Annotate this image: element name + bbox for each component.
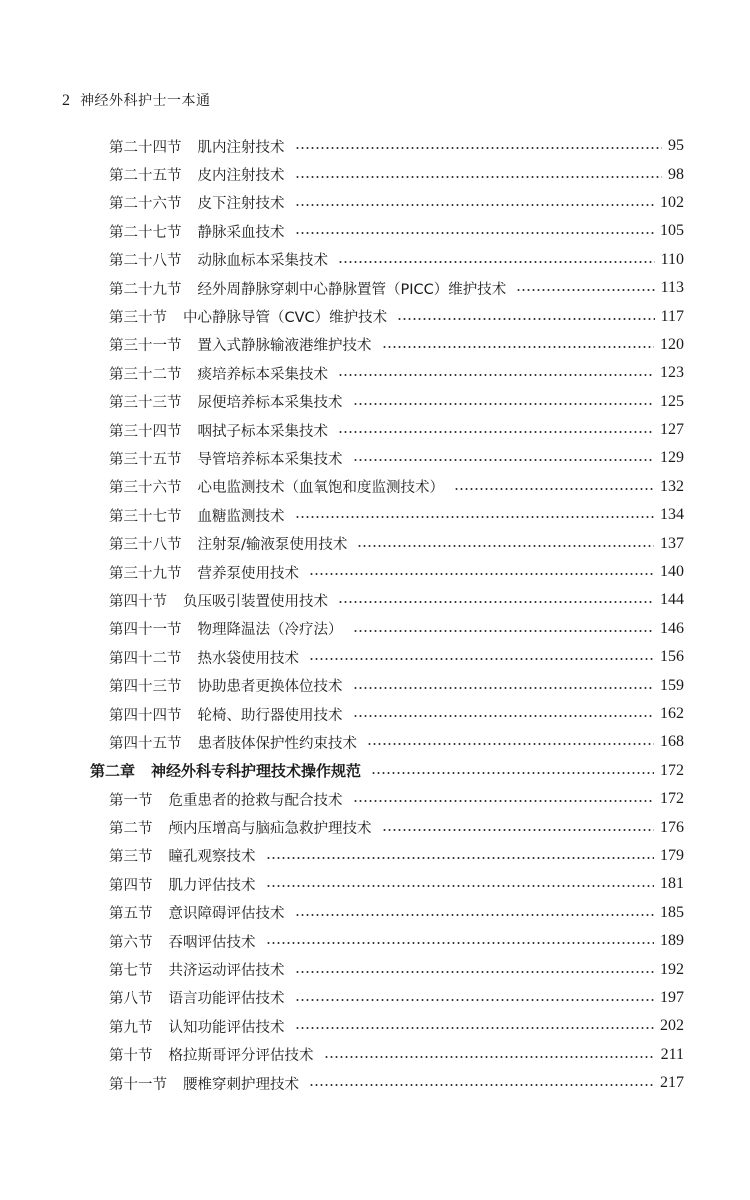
toc-dot-leader bbox=[338, 261, 655, 263]
toc-entry-page: 202 bbox=[660, 1017, 684, 1035]
toc-dot-leader bbox=[357, 545, 654, 547]
toc-dot-leader bbox=[454, 488, 654, 490]
toc-entry-title: 置入式静脉输液港维护技术 bbox=[197, 338, 372, 355]
toc-entry-number: 第三十六节 bbox=[109, 480, 182, 497]
toc-entry-page: 144 bbox=[660, 591, 684, 609]
toc-entry-page: 172 bbox=[660, 790, 684, 808]
toc-entry-title: 肌内注射技术 bbox=[197, 139, 285, 156]
page-number: 2 bbox=[62, 92, 70, 109]
toc-entry-title: 尿便培养标本采集技术 bbox=[197, 395, 343, 412]
toc-entry-label bbox=[109, 902, 285, 923]
toc-entry-page: 162 bbox=[660, 705, 684, 722]
toc-dot-leader bbox=[266, 885, 655, 887]
toc-entry-number: 第四十一节 bbox=[109, 622, 182, 639]
toc-dot-leader bbox=[371, 772, 654, 774]
toc-entry-number: 第二十五节 bbox=[109, 168, 182, 185]
toc-dot-leader bbox=[353, 630, 655, 632]
toc-section-entry bbox=[0, 501, 750, 529]
toc-entry-label bbox=[109, 448, 343, 469]
toc-dot-leader bbox=[397, 318, 654, 320]
toc-entry-number: 第四十二节 bbox=[109, 650, 182, 667]
toc-entry-title: 神经外科专科护理技术操作规范 bbox=[151, 762, 362, 781]
toc-dot-leader bbox=[266, 942, 655, 944]
toc-entry-title: 动脉血标本采集技术 bbox=[197, 253, 328, 270]
toc-dot-leader bbox=[382, 829, 655, 831]
toc-entry-page: 105 bbox=[660, 222, 684, 240]
toc-entry-number: 第五节 bbox=[109, 906, 153, 923]
toc-dot-leader bbox=[367, 743, 654, 745]
toc-entry-label bbox=[109, 363, 328, 384]
toc-entry-title: 颅内压增高与脑疝急救护理技术 bbox=[168, 821, 372, 838]
toc-section-entry bbox=[0, 1069, 750, 1097]
toc-entry-title: 吞咽评估技术 bbox=[168, 934, 256, 951]
toc-entry-label bbox=[109, 136, 285, 157]
toc-entry-page: 117 bbox=[660, 307, 684, 325]
toc-entry-number: 第三十二节 bbox=[109, 366, 182, 383]
toc-entry-page: 127 bbox=[660, 421, 684, 439]
toc-entry-page: 192 bbox=[660, 960, 684, 978]
toc-entry-title: 轮椅、助行器使用技术 bbox=[197, 707, 343, 724]
toc-entry-number: 第四十节 bbox=[109, 593, 167, 610]
toc-entry-title: 协助患者更换体位技术 bbox=[197, 679, 343, 696]
toc-entry-title: 热水袋使用技术 bbox=[197, 650, 299, 667]
toc-entry-page: 181 bbox=[660, 875, 684, 893]
toc-dot-leader bbox=[295, 516, 655, 518]
toc-entry-page: 217 bbox=[660, 1074, 684, 1092]
toc-section-entry bbox=[0, 302, 750, 330]
toc-dot-leader bbox=[353, 403, 655, 405]
toc-entry-number: 第二十六节 bbox=[109, 196, 182, 213]
toc-dot-leader bbox=[295, 1027, 655, 1029]
toc-entry-page: 156 bbox=[660, 648, 684, 666]
toc-dot-leader bbox=[266, 857, 655, 859]
toc-entry-label bbox=[109, 249, 328, 270]
toc-entry-number: 第二十八节 bbox=[109, 253, 182, 270]
toc-entry-label bbox=[109, 987, 285, 1008]
toc-entry-number: 第三十四节 bbox=[109, 423, 182, 440]
book-title: 神经外科护士一本通 bbox=[80, 93, 211, 109]
toc-section-entry bbox=[0, 529, 750, 557]
toc-section-entry bbox=[0, 700, 750, 728]
toc-entry-number: 第三十一节 bbox=[109, 338, 182, 355]
toc-entry-label bbox=[109, 476, 444, 497]
toc-dot-leader bbox=[353, 800, 655, 802]
toc-entry-number: 第三十九节 bbox=[109, 565, 182, 582]
toc-entry-page: 134 bbox=[660, 506, 684, 524]
toc-section-entry bbox=[0, 473, 750, 501]
table-of-contents bbox=[0, 132, 750, 1097]
toc-section-entry bbox=[0, 246, 750, 274]
toc-dot-leader bbox=[338, 431, 654, 433]
toc-entry-label bbox=[109, 1073, 299, 1094]
toc-dot-leader bbox=[338, 601, 654, 603]
toc-section-entry bbox=[0, 217, 750, 245]
toc-entry-page: 113 bbox=[660, 279, 684, 297]
toc-section-entry bbox=[0, 870, 750, 898]
toc-section-entry bbox=[0, 416, 750, 444]
toc-entry-title: 注射泵/输液泵使用技术 bbox=[197, 537, 348, 554]
toc-dot-leader bbox=[382, 346, 655, 348]
toc-entry-title: 营养泵使用技术 bbox=[197, 565, 299, 582]
toc-section-entry bbox=[0, 785, 750, 813]
toc-section-entry bbox=[0, 388, 750, 416]
toc-entry-title: 腰椎穿刺护理技术 bbox=[183, 1076, 299, 1093]
toc-entry-title: 物理降温法（冷疗法） bbox=[197, 622, 343, 639]
toc-entry-label bbox=[109, 221, 285, 242]
toc-entry-label bbox=[109, 1044, 314, 1065]
toc-section-entry bbox=[0, 955, 750, 983]
toc-entry-title: 负压吸引装置使用技术 bbox=[183, 593, 328, 610]
toc-entry-label bbox=[109, 164, 285, 185]
toc-section-entry bbox=[0, 160, 750, 188]
toc-section-entry bbox=[0, 643, 750, 671]
toc-entry-title: 意识障碍评估技术 bbox=[168, 906, 285, 923]
toc-section-entry bbox=[0, 728, 750, 756]
toc-entry-number: 第二十四节 bbox=[109, 139, 182, 156]
toc-dot-leader bbox=[295, 232, 655, 234]
toc-entry-number: 第四节 bbox=[109, 877, 153, 894]
toc-entry-title: 瞳孔观察技术 bbox=[168, 849, 256, 866]
toc-entry-number: 第二十七节 bbox=[109, 224, 182, 241]
toc-dot-leader bbox=[338, 374, 654, 376]
toc-dot-leader bbox=[295, 204, 655, 206]
toc-entry-number: 第四十四节 bbox=[109, 707, 182, 724]
toc-entry-page: 172 bbox=[660, 761, 684, 779]
toc-entry-title: 心电监测技术（血氧饱和度监测技术） bbox=[197, 480, 444, 497]
toc-entry-title: 导管培养标本采集技术 bbox=[197, 451, 343, 468]
toc-entry-title: 中心静脉导管（CVC）维护技术 bbox=[183, 310, 388, 327]
toc-entry-page: 146 bbox=[660, 619, 684, 637]
toc-entry-label bbox=[109, 334, 372, 355]
toc-entry-number: 第三十节 bbox=[109, 310, 167, 327]
toc-entry-label bbox=[109, 533, 347, 554]
toc-entry-page: 176 bbox=[660, 818, 684, 836]
toc-entry-label bbox=[109, 931, 256, 952]
toc-entry-title: 皮内注射技术 bbox=[197, 168, 285, 185]
toc-entry-label bbox=[109, 789, 343, 810]
toc-entry-page: 125 bbox=[660, 392, 684, 410]
toc-entry-title: 痰培养标本采集技术 bbox=[197, 366, 328, 383]
toc-entry-page: 102 bbox=[660, 193, 684, 211]
toc-entry-label bbox=[109, 590, 328, 611]
toc-entry-number: 第四十五节 bbox=[109, 735, 182, 752]
toc-entry-label bbox=[109, 817, 372, 838]
toc-entry-title: 患者肢体保护性约束技术 bbox=[197, 735, 357, 752]
toc-entry-page: 132 bbox=[660, 477, 684, 495]
toc-entry-title: 共济运动评估技术 bbox=[168, 963, 285, 980]
toc-entry-label bbox=[109, 618, 343, 639]
toc-entry-label bbox=[109, 675, 343, 696]
toc-entry-title: 危重患者的抢救与配合技术 bbox=[168, 792, 343, 809]
toc-section-entry bbox=[0, 558, 750, 586]
toc-dot-leader bbox=[295, 914, 655, 916]
toc-section-entry bbox=[0, 1041, 750, 1069]
toc-entry-number: 第六节 bbox=[109, 934, 153, 951]
toc-entry-label bbox=[90, 760, 361, 781]
toc-dot-leader bbox=[353, 715, 655, 717]
toc-dot-leader bbox=[295, 971, 655, 973]
toc-entry-number: 第八节 bbox=[109, 991, 153, 1008]
toc-entry-page: 159 bbox=[660, 676, 684, 694]
toc-entry-number: 第九节 bbox=[109, 1019, 153, 1036]
toc-section-entry bbox=[0, 899, 750, 927]
toc-entry-title: 皮下注射技术 bbox=[197, 196, 285, 213]
toc-entry-title: 咽拭子标本采集技术 bbox=[197, 423, 328, 440]
toc-entry-label bbox=[109, 505, 285, 526]
toc-entry-page: 95 bbox=[668, 137, 684, 155]
toc-entry-number: 第三节 bbox=[109, 849, 153, 866]
toc-entry-page: 129 bbox=[660, 449, 684, 467]
toc-section-entry bbox=[0, 359, 750, 387]
toc-entry-label bbox=[109, 562, 299, 583]
toc-entry-number: 第二十九节 bbox=[109, 281, 182, 298]
toc-dot-leader bbox=[295, 147, 663, 149]
toc-entry-number: 第三十三节 bbox=[109, 395, 182, 412]
toc-entry-page: 98 bbox=[668, 165, 684, 183]
toc-section-entry bbox=[0, 189, 750, 217]
toc-entry-number: 第二章 bbox=[90, 762, 136, 781]
toc-entry-page: 120 bbox=[660, 335, 684, 353]
toc-dot-leader bbox=[309, 658, 654, 660]
toc-entry-label bbox=[109, 306, 387, 327]
toc-section-entry bbox=[0, 671, 750, 699]
toc-dot-leader bbox=[516, 289, 654, 291]
toc-entry-title: 格拉斯哥评分评估技术 bbox=[168, 1048, 314, 1065]
toc-entry-page: 185 bbox=[660, 903, 684, 921]
toc-entry-label bbox=[109, 647, 299, 668]
toc-section-entry bbox=[0, 615, 750, 643]
toc-section-entry bbox=[0, 813, 750, 841]
toc-entry-page: 123 bbox=[660, 364, 684, 382]
toc-entry-number: 第一节 bbox=[109, 792, 153, 809]
toc-dot-leader bbox=[295, 176, 663, 178]
toc-entry-page: 211 bbox=[660, 1045, 684, 1063]
toc-entry-label bbox=[109, 192, 285, 213]
toc-entry-label bbox=[109, 420, 328, 441]
toc-section-entry bbox=[0, 444, 750, 472]
toc-dot-leader bbox=[309, 573, 654, 575]
toc-entry-page: 140 bbox=[660, 563, 684, 581]
toc-entry-page: 168 bbox=[660, 733, 684, 751]
toc-entry-number: 第七节 bbox=[109, 963, 153, 980]
toc-entry-page: 189 bbox=[660, 932, 684, 950]
toc-section-entry bbox=[0, 586, 750, 614]
toc-entry-title: 静脉采血技术 bbox=[197, 224, 285, 241]
toc-section-entry bbox=[0, 842, 750, 870]
toc-entry-label bbox=[109, 1016, 285, 1037]
toc-entry-page: 179 bbox=[660, 846, 684, 864]
toc-entry-page: 137 bbox=[660, 534, 684, 552]
toc-entry-label bbox=[109, 391, 343, 412]
toc-entry-number: 第十一节 bbox=[109, 1076, 167, 1093]
toc-chapter-entry bbox=[0, 757, 750, 785]
toc-section-entry bbox=[0, 331, 750, 359]
toc-entry-label bbox=[109, 959, 285, 980]
toc-dot-leader bbox=[353, 687, 655, 689]
toc-entry-page: 110 bbox=[660, 250, 684, 268]
toc-entry-title: 血糖监测技术 bbox=[197, 508, 285, 525]
toc-dot-leader bbox=[324, 1056, 655, 1058]
toc-section-entry bbox=[0, 927, 750, 955]
toc-section-entry bbox=[0, 132, 750, 160]
toc-entry-title: 语言功能评估技术 bbox=[168, 991, 285, 1008]
toc-entry-number: 第十节 bbox=[109, 1048, 153, 1065]
toc-entry-number: 第三十八节 bbox=[109, 537, 182, 554]
toc-entry-label bbox=[109, 845, 256, 866]
toc-dot-leader bbox=[309, 1084, 654, 1086]
toc-entry-number: 第三十七节 bbox=[109, 508, 182, 525]
toc-entry-number: 第二节 bbox=[109, 821, 153, 838]
toc-entry-label bbox=[109, 732, 357, 753]
page-header bbox=[62, 90, 211, 110]
toc-section-entry bbox=[0, 984, 750, 1012]
toc-entry-label bbox=[109, 704, 343, 725]
toc-section-entry bbox=[0, 1012, 750, 1040]
toc-entry-title: 肌力评估技术 bbox=[168, 877, 256, 894]
toc-entry-page: 197 bbox=[660, 988, 684, 1006]
toc-entry-number: 第三十五节 bbox=[109, 451, 182, 468]
toc-entry-label bbox=[109, 874, 256, 895]
toc-entry-title: 认知功能评估技术 bbox=[168, 1019, 285, 1036]
toc-entry-number: 第四十三节 bbox=[109, 679, 182, 696]
toc-entry-label bbox=[109, 278, 506, 299]
toc-dot-leader bbox=[353, 459, 655, 461]
toc-section-entry bbox=[0, 274, 750, 302]
toc-dot-leader bbox=[295, 999, 655, 1001]
toc-entry-title: 经外周静脉穿刺中心静脉置管（PICC）维护技术 bbox=[197, 281, 507, 298]
